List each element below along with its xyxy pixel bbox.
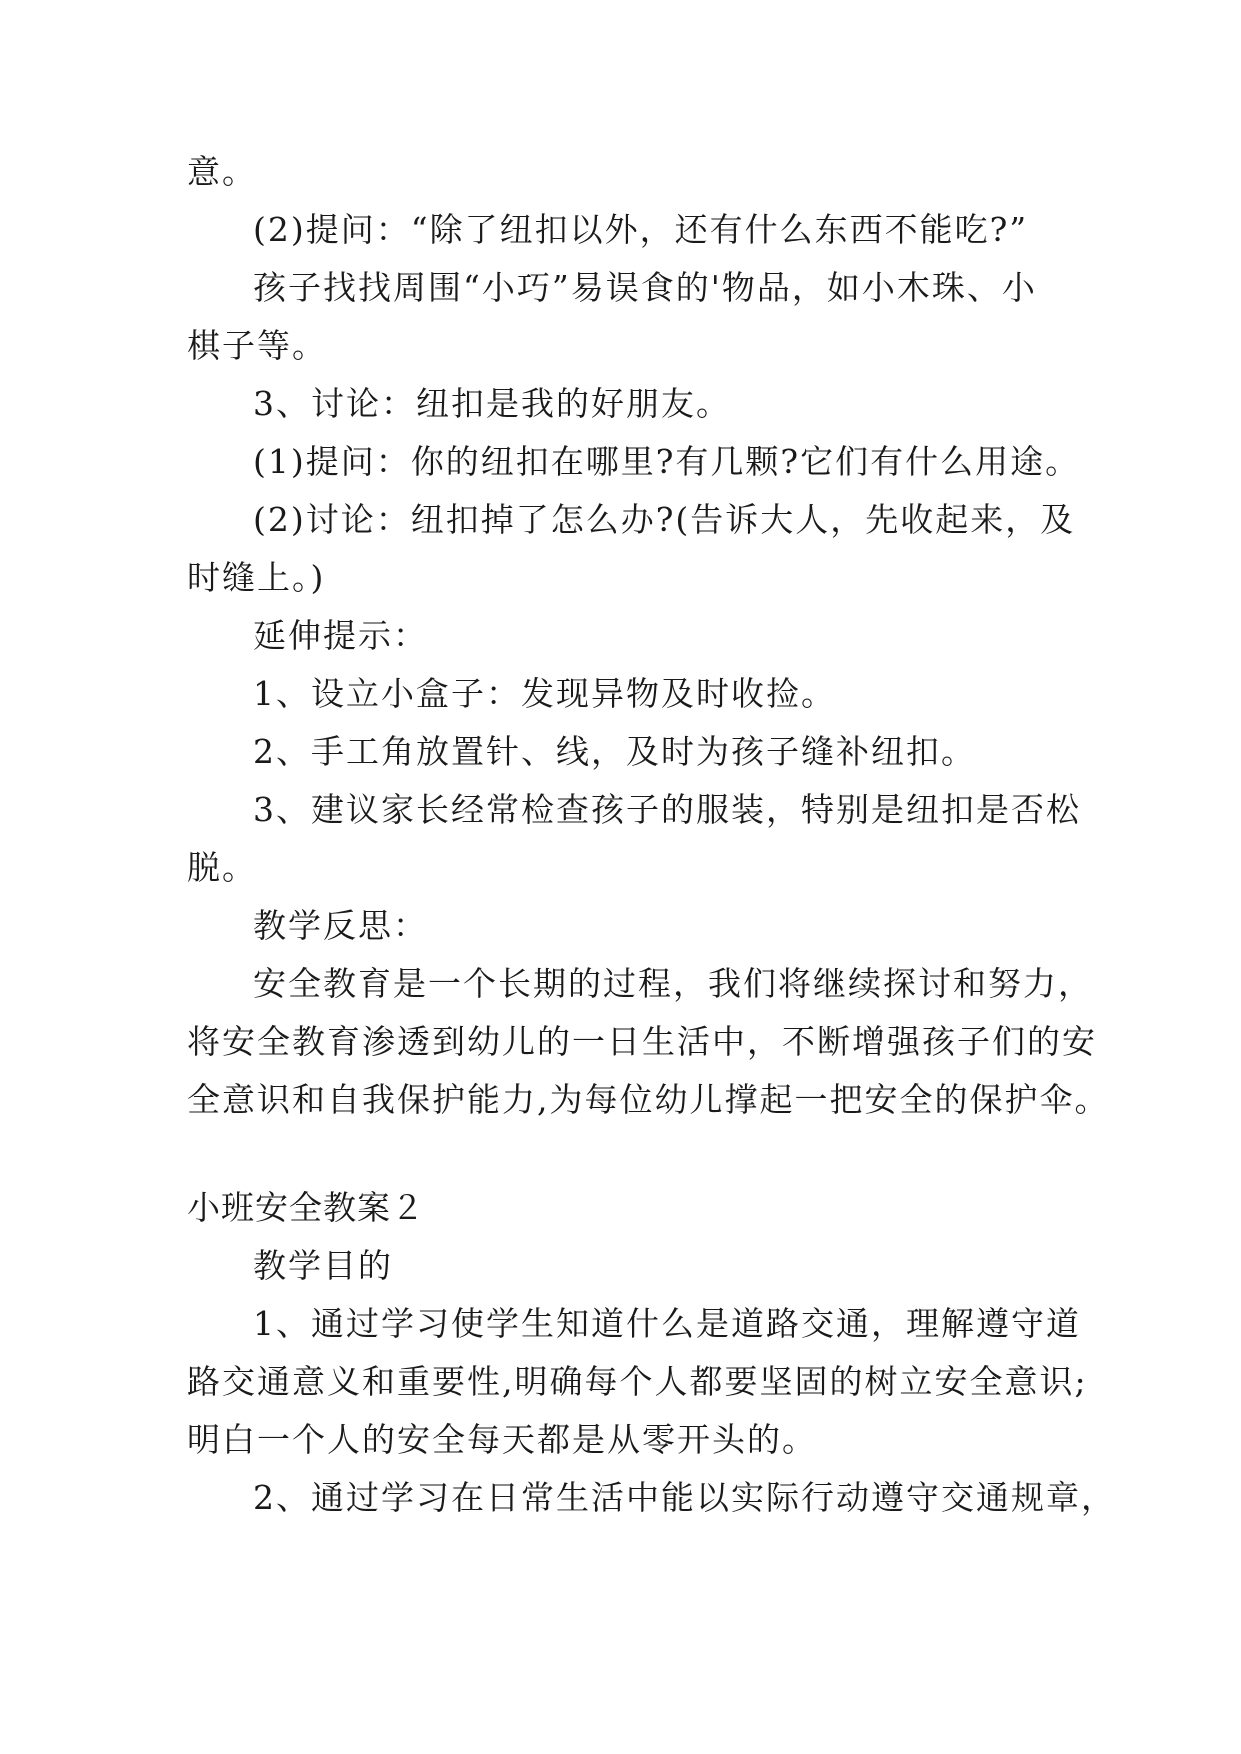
paragraph-line: 明白一个人的安全每天都是从零开头的。 (187, 1420, 817, 1459)
paragraph-line: 教学目的 (253, 1246, 393, 1285)
paragraph-line: 2、通过学习在日常生活中能以实际行动遵守交通规章， (253, 1478, 1116, 1517)
paragraph-line: 棋子等。 (187, 326, 327, 365)
paragraph-line: 延伸提示： (253, 616, 428, 655)
paragraph-line: 脱。 (187, 848, 257, 887)
paragraph-line: (1)提问：你的纽扣在哪里?有几颗?它们有什么用途。 (253, 442, 1081, 481)
paragraph-line: 教学反思： (253, 906, 428, 945)
paragraph-line: 安全教育是一个长期的过程，我们将继续探讨和努力， (253, 964, 1093, 1003)
paragraph-line: 2、手工角放置针、线，及时为孩子缝补纽扣。 (253, 732, 976, 771)
paragraph-line: 1、设立小盒子：发现异物及时收捡。 (253, 674, 836, 713)
paragraph-line: 时缝上。) (187, 558, 326, 597)
paragraph-line: 3、建议家长经常检查孩子的服装，特别是纽扣是否松 (253, 790, 1081, 829)
paragraph-line: 1、通过学习使学生知道什么是道路交通，理解遵守道 (253, 1304, 1081, 1343)
paragraph-line: 将安全教育渗透到幼儿的一日生活中，不断增强孩子们的安 (187, 1022, 1097, 1061)
paragraph-line: (2)提问：“除了纽扣以外，还有什么东西不能吃?” (253, 210, 1029, 249)
paragraph-line: 孩子找找周围“小巧”易误食的'物品，如小木珠、小 (253, 268, 1037, 307)
section-heading: 小班安全教案２ (187, 1188, 425, 1227)
paragraph-line: 路交通意义和重要性,明确每个人都要坚固的树立安全意识; (187, 1362, 1088, 1401)
paragraph-line: 全意识和自我保护能力,为每位幼儿撑起一把安全的保护伞。 (187, 1080, 1110, 1119)
paragraph-line: 3、讨论：纽扣是我的好朋友。 (253, 384, 731, 423)
paragraph-line: 意。 (187, 152, 257, 191)
paragraph-line: (2)讨论：纽扣掉了怎么办?(告诉大人，先收起来，及 (253, 500, 1076, 539)
